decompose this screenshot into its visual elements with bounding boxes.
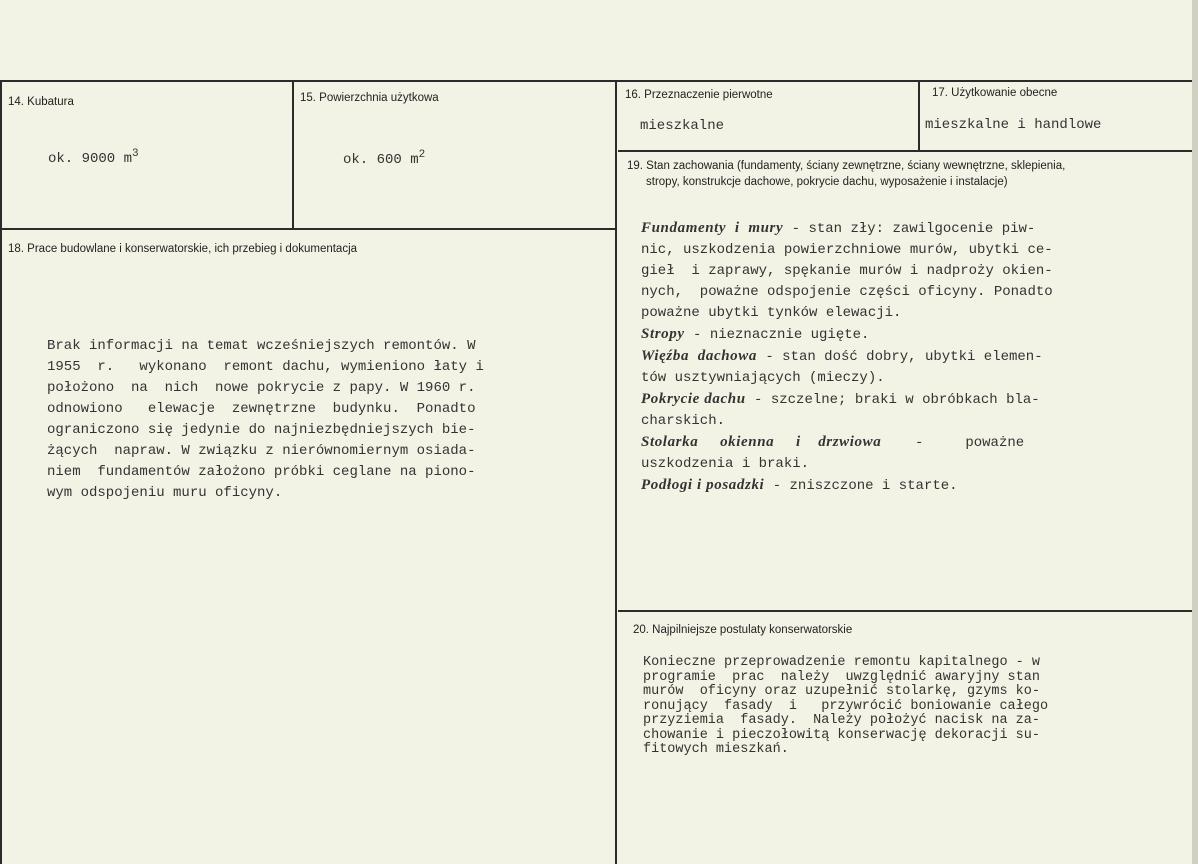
field20-line: fitowych mieszkań.	[643, 742, 789, 757]
rule-below-row1-right	[618, 150, 1192, 152]
field20-line: programie prac należy uwzględnić awaryjny stan	[643, 669, 1040, 685]
field19-line	[641, 282, 1053, 303]
field18-line: wym odspojeniu muru oficyny.	[47, 485, 283, 501]
field19-heading: Pokrycie dachu	[641, 391, 746, 407]
field20-line: przyziemia fasady. Należy położyć nacisk na za-	[643, 713, 1040, 728]
top-horizontal-rule	[0, 80, 1192, 82]
field19-line-text: tów usztywniających (mieczy).	[641, 370, 885, 386]
field19-label-line1: 19. Stan zachowania (fundamenty, ściany zewnętrzne, ściany wewnętrzne, sklepienia,	[627, 160, 1066, 172]
field14-label: 14. Kubatura	[8, 96, 74, 108]
field19-heading: Stolarka okienna i drzwiowa	[641, 434, 882, 450]
field19-line	[641, 411, 1053, 432]
field19-line	[641, 303, 1053, 324]
field19-heading: Stropy	[641, 326, 685, 342]
vertical-rule-16-17	[918, 80, 920, 152]
field20-line: murów oficyny oraz uzupełnić stolarkę, gzyms ko-	[643, 684, 1040, 699]
field20-line: ronujący fasady i przywrócić boniowanie całego	[643, 698, 1049, 714]
field20-line: Konieczne przeprowadzenie remontu kapitalnego - w	[643, 655, 1040, 670]
field19-line-text: - szczelne; braki w obróbkach bla-	[745, 392, 1040, 408]
left-edge-rule	[0, 80, 2, 864]
card-edge	[1192, 0, 1198, 864]
field19-line-text: - zniszczone i starte.	[764, 478, 958, 494]
field19-line	[641, 368, 1053, 389]
field19-line	[641, 389, 1053, 411]
field19-line	[641, 218, 1053, 240]
field18-line: odnowiono elewacje zewnętrzne budynku. Ponadto	[47, 401, 476, 417]
field15-label: 15. Powierzchnia użytkowa	[300, 92, 439, 104]
field19-line	[641, 475, 1053, 497]
field14-value	[48, 148, 139, 167]
field19-label-line2: stropy, konstrukcje dachowe, pokrycie dachu, wyposażenie i instalacje)	[646, 176, 1008, 188]
field17-value: mieszkalne i handlowe	[925, 117, 1102, 133]
field19-line	[641, 346, 1053, 368]
field19-line	[641, 240, 1053, 261]
field19-text	[641, 218, 1053, 497]
vertical-rule-main	[615, 80, 617, 864]
field18-line: żących napraw. W związku z nierównomiernym osiada-	[47, 443, 476, 459]
field20-line: chowanie i pieczołowitą konserwację dekoracji su-	[643, 727, 1040, 743]
field18-line: położono na nich nowe pokrycie z papy. W 1960 r.	[47, 380, 476, 396]
field19-line	[641, 432, 1053, 454]
field20-text	[643, 656, 1048, 758]
field19-line-text: - nieznacznie ugięte.	[684, 327, 870, 343]
field19-line-text: uszkodzenia i braki.	[641, 456, 810, 472]
field15-value	[343, 149, 425, 168]
field18-line: niem fundamentów założono próbki ceglane na piono-	[47, 464, 476, 480]
vertical-rule-14-15	[292, 80, 294, 230]
field16-label: 16. Przeznaczenie pierwotne	[625, 89, 773, 101]
field19-line-text: - poważne	[881, 435, 1025, 451]
field18-text	[47, 336, 484, 504]
field19-line-text: nic, uszkodzenia powierzchniowe murów, ubytki ce-	[641, 242, 1053, 258]
rule-below-row1-left	[0, 228, 616, 230]
field18-line: Brak informacji na temat wcześniejszych remontów. W	[47, 338, 476, 354]
field20-label: 20. Najpilniejsze postulaty konserwatorskie	[633, 624, 853, 636]
rule-above-field20	[618, 610, 1192, 612]
field16-value: mieszkalne	[640, 118, 725, 134]
field14-unit-sup: 3	[132, 148, 139, 160]
field19-line	[641, 454, 1053, 475]
field19-heading: Fundamenty i mury	[641, 220, 784, 236]
field15-value-text: ok. 600 m	[343, 152, 419, 168]
field15-unit-sup: 2	[418, 149, 426, 161]
field19-heading: Podłogi i posadzki	[641, 477, 765, 493]
field19-heading: Więźba dachowa	[641, 348, 757, 364]
field19-line	[641, 261, 1053, 282]
field18-label: 18. Prace budowlane i konserwatorskie, ich przebieg i dokumentacja	[8, 243, 358, 255]
field19-line-text: poważne ubytki tynków elewacji.	[641, 305, 902, 321]
field19-line-text: charskich.	[641, 413, 726, 429]
field19-line-text: - stan dość dobry, ubytki elemen-	[756, 349, 1043, 365]
field19-line-text: nych, poważne odspojenie części oficyny. Ponadto	[641, 284, 1053, 300]
field19-line-text: - stan zły: zawilgocenie piw-	[783, 221, 1036, 237]
field18-line: ograniczono się jedynie do najniezbędniejszych bie-	[47, 422, 476, 438]
field19-line	[641, 324, 1053, 346]
field19-line-text: gieł i zaprawy, spękanie murów i nadproży okien-	[641, 263, 1053, 279]
field18-line: 1955 r. wykonano remont dachu, wymieniono łaty i	[47, 359, 484, 375]
field14-value-text: ok. 9000 m	[48, 151, 133, 167]
field17-label: 17. Użytkowanie obecne	[932, 87, 1058, 99]
